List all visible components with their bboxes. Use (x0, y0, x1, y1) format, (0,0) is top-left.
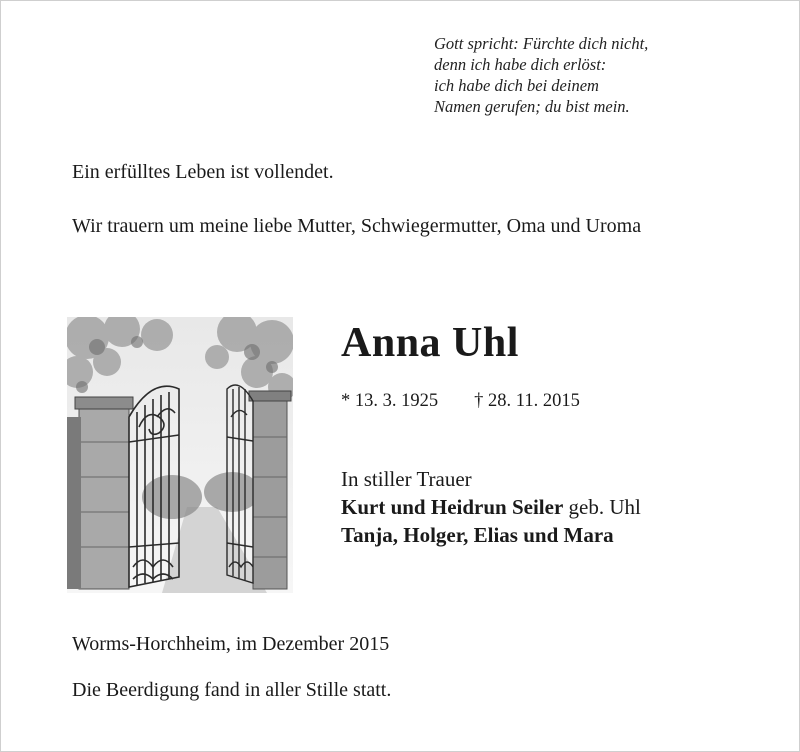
mourner-family-2 (341, 521, 641, 549)
death-date: † 28. 11. 2015 (474, 391, 580, 411)
funeral-note: Die Beerdigung fand in aller Stille statt. (72, 679, 392, 701)
mourner-family-1 (341, 493, 641, 521)
bible-verse (434, 33, 648, 117)
verse-line: Namen gerufen; du bist mein. (434, 97, 630, 116)
verse-line: denn ich habe dich erlöst: (434, 55, 607, 74)
place-date: Worms-Horchheim, im Dezember 2015 (72, 633, 390, 655)
mourning-statement: Wir trauern um meine liebe Mutter, Schwiegermutter, Oma und Uroma (72, 215, 642, 237)
mourners-block (341, 465, 641, 549)
mourner-family-2-names: Tanja, Holger, Elias und Mara (341, 523, 614, 547)
garden-gate-illustration-icon (67, 317, 293, 593)
deceased-name: Anna Uhl (341, 320, 519, 366)
verse-line: ich habe dich bei deinem (434, 76, 599, 95)
mourners-heading: In stiller Trauer (341, 467, 472, 491)
birth-date: * 13. 3. 1925 (341, 391, 439, 411)
life-dates (341, 389, 580, 413)
intro-line: Ein erfülltes Leben ist vollendet. (72, 161, 334, 183)
mourner-family-1-names: Kurt und Heidrun Seiler (341, 495, 564, 519)
verse-line: Gott spricht: Fürchte dich nicht, (434, 34, 649, 53)
mourner-family-1-suffix: geb. Uhl (563, 495, 641, 519)
